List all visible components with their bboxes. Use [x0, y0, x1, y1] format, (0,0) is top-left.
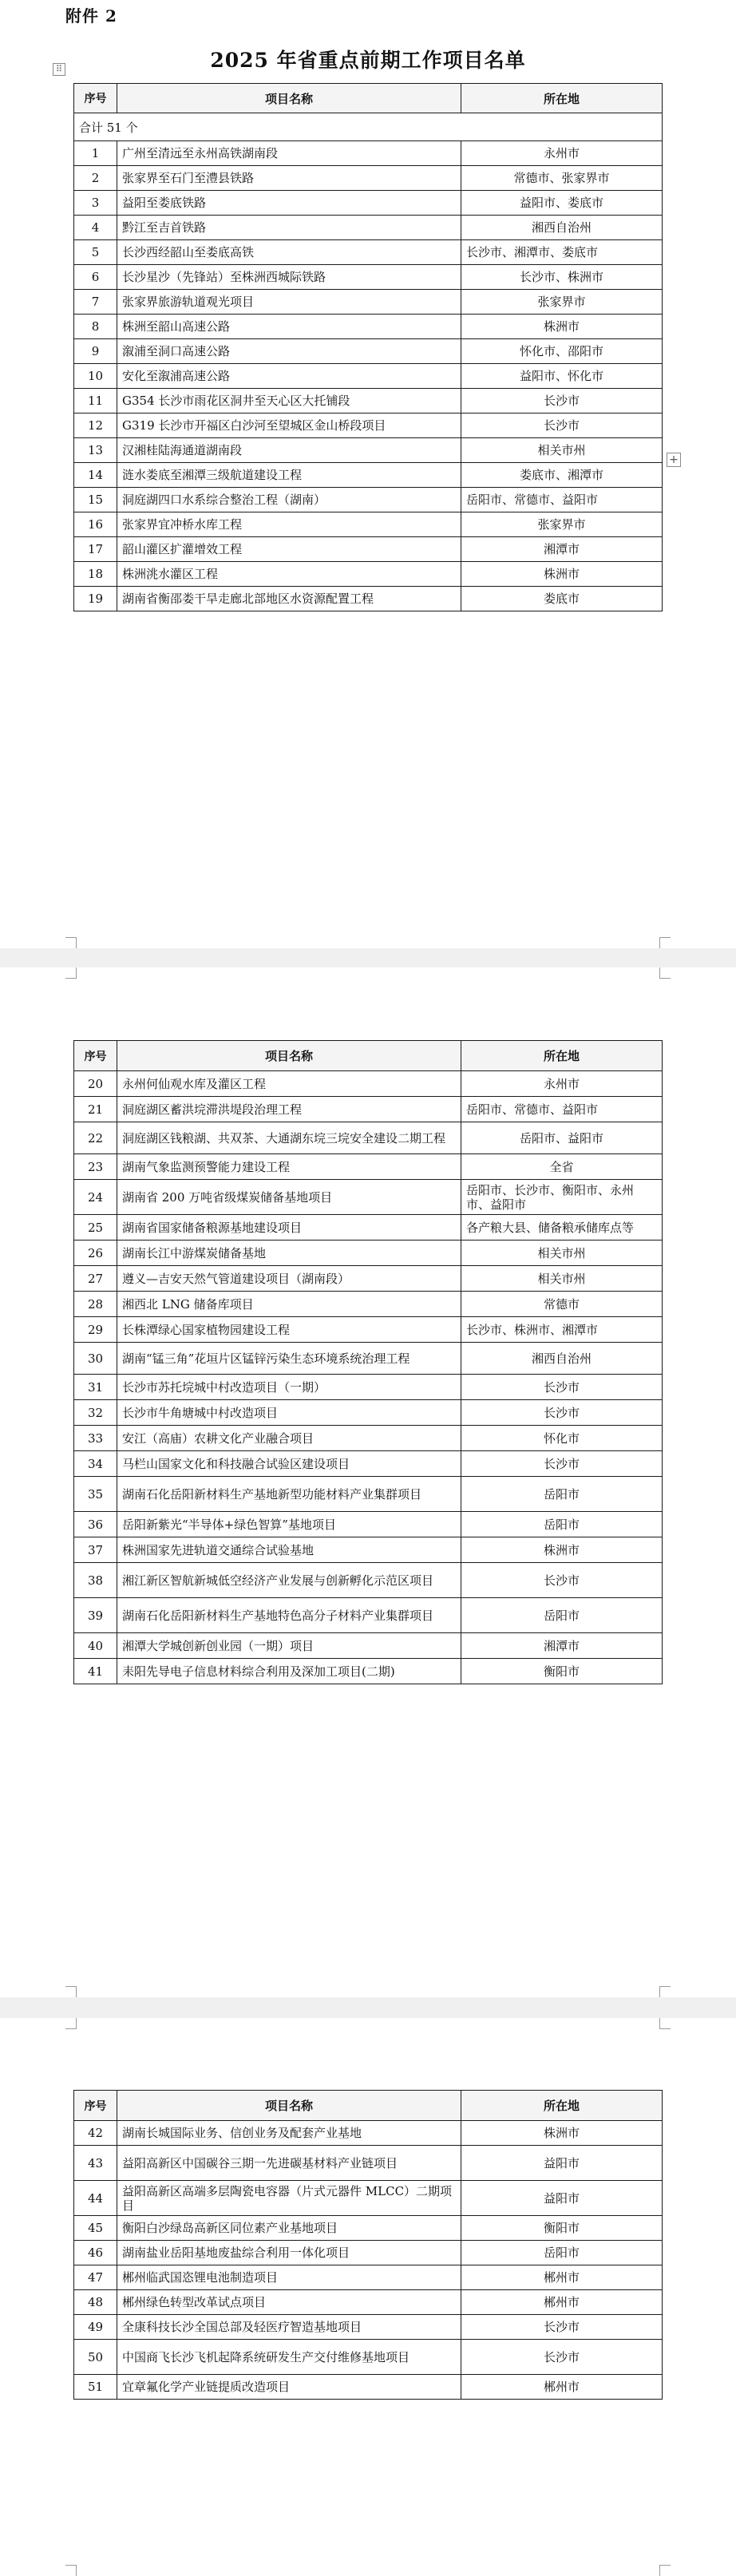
- table-row: [74, 1633, 663, 1659]
- document-page-3: [0, 2018, 736, 2576]
- row-no: 38: [74, 1563, 117, 1598]
- table-row: [74, 1317, 663, 1343]
- row-name: 株洲洮水灌区工程: [117, 562, 461, 587]
- table-row: [74, 1266, 663, 1292]
- row-location: 张家界市: [461, 290, 663, 315]
- row-name: 张家界至石门至澧县铁路: [117, 166, 461, 191]
- row-name: 涟水娄底至湘潭三级航道建设工程: [117, 463, 461, 488]
- row-location: 相关市州: [461, 1241, 663, 1266]
- row-name: 长沙市牛角塘城中村改造项目: [117, 1400, 461, 1426]
- row-location: 相关市州: [461, 1266, 663, 1292]
- row-location: 湘潭市: [461, 537, 663, 562]
- table-row: [74, 587, 663, 611]
- table-row: [74, 240, 663, 265]
- row-name: 汉湘桂陆海通道湖南段: [117, 438, 461, 463]
- row-name: 益阳高新区高端多层陶瓷电容器（片式元器件 MLCC）二期项目: [117, 2181, 461, 2216]
- table-header-row: [74, 2091, 663, 2121]
- row-name: 安化至溆浦高速公路: [117, 364, 461, 389]
- row-location: 株洲市: [461, 562, 663, 587]
- header-name: 项目名称: [117, 84, 461, 113]
- row-no: 42: [74, 2121, 117, 2146]
- row-no: 31: [74, 1375, 117, 1400]
- header-location: 所在地: [461, 84, 663, 113]
- row-no: 22: [74, 1122, 117, 1154]
- total-count: 合计 51 个: [74, 113, 663, 141]
- row-name: 益阳至娄底铁路: [117, 191, 461, 216]
- header-no: 序号: [74, 2091, 117, 2121]
- project-table-part-2: [73, 1040, 663, 1684]
- row-name: 益阳高新区中国碳谷三期一先进碳基材料产业链项目: [117, 2146, 461, 2181]
- table-row: [74, 2290, 663, 2315]
- row-name: 耒阳先导电子信息材料综合利用及深加工项目(二期): [117, 1659, 461, 1684]
- row-location: 各产粮大县、储备粮承储库点等: [461, 1215, 663, 1241]
- row-location: 岳阳市: [461, 1598, 663, 1633]
- table-row: [74, 265, 663, 290]
- row-name: 湖南气象监测预警能力建设工程: [117, 1154, 461, 1180]
- row-location: 岳阳市、长沙市、衡阳市、永州市、益阳市: [461, 1180, 663, 1215]
- row-no: 20: [74, 1071, 117, 1097]
- row-no: 17: [74, 537, 117, 562]
- row-name: 长沙星沙（先锋站）至株洲西城际铁路: [117, 265, 461, 290]
- row-location: 湘西自治州: [461, 216, 663, 240]
- row-no: 47: [74, 2265, 117, 2290]
- row-location: 岳阳市、常德市、益阳市: [461, 488, 663, 512]
- row-no: 9: [74, 339, 117, 364]
- row-no: 21: [74, 1097, 117, 1122]
- row-name: 洞庭湖区钱粮湖、共双茶、大通湖东垸三垸安全建设二期工程: [117, 1122, 461, 1154]
- row-no: 41: [74, 1659, 117, 1684]
- row-name: 广州至清远至永州高铁湖南段: [117, 141, 461, 166]
- table-row: [74, 537, 663, 562]
- document-page-2: [0, 967, 736, 1997]
- row-no: 10: [74, 364, 117, 389]
- table-header-row: [74, 84, 663, 113]
- table-row: [74, 2181, 663, 2216]
- row-name: G354 长沙市雨花区洞井至天心区大托铺段: [117, 389, 461, 414]
- row-no: 29: [74, 1317, 117, 1343]
- row-no: 7: [74, 290, 117, 315]
- row-name: 湖南石化岳阳新材料生产基地新型功能材料产业集群项目: [117, 1477, 461, 1512]
- row-location: 长沙市: [461, 1451, 663, 1477]
- row-location: 娄底市: [461, 587, 663, 611]
- row-name: 长沙市苏托垸城中村改造项目（一期）: [117, 1375, 461, 1400]
- row-name: 全康科技长沙全国总部及轻医疗智造基地项目: [117, 2315, 461, 2340]
- row-no: 34: [74, 1451, 117, 1477]
- row-name: 黔江至吉首铁路: [117, 216, 461, 240]
- project-table-part-1: [73, 83, 663, 611]
- row-name: 湖南石化岳阳新材料生产基地特色高分子材料产业集群项目: [117, 1598, 461, 1633]
- row-name: 湖南省国家储备粮源基地建设项目: [117, 1215, 461, 1241]
- row-location: 株洲市: [461, 315, 663, 339]
- table-row: [74, 562, 663, 587]
- row-location: 岳阳市: [461, 2241, 663, 2265]
- row-location: 郴州市: [461, 2375, 663, 2400]
- row-name: 郴州临武国恣锂电池制造项目: [117, 2265, 461, 2290]
- row-location: 长沙市: [461, 389, 663, 414]
- row-name: 岳阳新紫光“半导体+绿色智算”基地项目: [117, 1512, 461, 1537]
- row-no: 30: [74, 1343, 117, 1375]
- row-location: 湘潭市: [461, 1633, 663, 1659]
- row-location: 怀化市、邵阳市: [461, 339, 663, 364]
- row-location: 岳阳市: [461, 1512, 663, 1537]
- table-row: [74, 1477, 663, 1512]
- row-no: 37: [74, 1537, 117, 1563]
- table-row: [74, 512, 663, 537]
- row-location: 长沙市: [461, 1563, 663, 1598]
- row-no: 25: [74, 1215, 117, 1241]
- table-row: [74, 2340, 663, 2375]
- row-no: 24: [74, 1180, 117, 1215]
- row-name: 郴州绿色转型改革试点项目: [117, 2290, 461, 2315]
- header-location: 所在地: [461, 1041, 663, 1071]
- table-row: [74, 488, 663, 512]
- row-name: 湖南长江中游煤炭储备基地: [117, 1241, 461, 1266]
- row-no: 36: [74, 1512, 117, 1537]
- row-location: 益阳市、娄底市: [461, 191, 663, 216]
- row-name: 洞庭湖四口水系综合整治工程（湖南）: [117, 488, 461, 512]
- row-name: 株洲国家先进轨道交通综合试验基地: [117, 1537, 461, 1563]
- row-no: 35: [74, 1477, 117, 1512]
- row-no: 33: [74, 1426, 117, 1451]
- row-name: G319 长沙市开福区白沙河至望城区金山桥段项目: [117, 414, 461, 438]
- row-location: 岳阳市、常德市、益阳市: [461, 1097, 663, 1122]
- table-row: [74, 1292, 663, 1317]
- row-no: 16: [74, 512, 117, 537]
- table-row: [74, 1426, 663, 1451]
- row-no: 5: [74, 240, 117, 265]
- row-location: 怀化市: [461, 1426, 663, 1451]
- row-name: 溆浦至洞口高速公路: [117, 339, 461, 364]
- row-location: 长沙市: [461, 2315, 663, 2340]
- row-name: 湖南盐业岳阳基地废盐综合利用一体化项目: [117, 2241, 461, 2265]
- header-name: 项目名称: [117, 1041, 461, 1071]
- table-row: [74, 1598, 663, 1633]
- row-no: 49: [74, 2315, 117, 2340]
- row-location: 郴州市: [461, 2265, 663, 2290]
- header-name: 项目名称: [117, 2091, 461, 2121]
- table-row: [74, 1375, 663, 1400]
- table-row: [74, 1241, 663, 1266]
- table-row: [74, 2216, 663, 2241]
- row-location: 相关市州: [461, 438, 663, 463]
- row-location: 衡阳市: [461, 1659, 663, 1684]
- row-name: 张家界宜冲桥水库工程: [117, 512, 461, 537]
- attachment-label: 附件 2: [65, 6, 117, 26]
- row-no: 14: [74, 463, 117, 488]
- row-no: 1: [74, 141, 117, 166]
- row-no: 26: [74, 1241, 117, 1266]
- row-no: 12: [74, 414, 117, 438]
- row-no: 32: [74, 1400, 117, 1426]
- table-row: [74, 1154, 663, 1180]
- table-row: [74, 2121, 663, 2146]
- row-no: 13: [74, 438, 117, 463]
- row-name: 衡阳白沙绿岛高新区同位素产业基地项目: [117, 2216, 461, 2241]
- table-row: [74, 463, 663, 488]
- row-name: 湖南长城国际业务、信创业务及配套产业基地: [117, 2121, 461, 2146]
- page-gap: [0, 1997, 736, 2018]
- document-page-1: [0, 0, 736, 948]
- table-row: [74, 1451, 663, 1477]
- table-row: [74, 389, 663, 414]
- row-location: 长沙市、湘潭市、娄底市: [461, 240, 663, 265]
- row-no: 4: [74, 216, 117, 240]
- table-row: [74, 1215, 663, 1241]
- table-header-row: [74, 1041, 663, 1071]
- table-row: [74, 1097, 663, 1122]
- row-name: 遵义—吉安天然气管道建设项目（湖南段）: [117, 1266, 461, 1292]
- row-name: 长株潭绿心国家植物园建设工程: [117, 1317, 461, 1343]
- row-no: 6: [74, 265, 117, 290]
- row-location: 岳阳市: [461, 1477, 663, 1512]
- row-name: 洞庭湖区蓄洪垸滞洪堤段治理工程: [117, 1097, 461, 1122]
- row-no: 18: [74, 562, 117, 587]
- row-location: 湘西自治州: [461, 1343, 663, 1375]
- table-row: [74, 339, 663, 364]
- row-location: 益阳市: [461, 2146, 663, 2181]
- table-row: [74, 1512, 663, 1537]
- row-no: 8: [74, 315, 117, 339]
- row-no: 11: [74, 389, 117, 414]
- row-location: 常德市、张家界市: [461, 166, 663, 191]
- row-name: 湘江新区智航新城低空经济产业发展与创新孵化示范区项目: [117, 1563, 461, 1598]
- row-no: 46: [74, 2241, 117, 2265]
- table-row: [74, 1343, 663, 1375]
- row-name: 永州何仙观水库及灌区工程: [117, 1071, 461, 1097]
- row-location: 衡阳市: [461, 2216, 663, 2241]
- row-name: 湖南省 200 万吨省级煤炭储备基地项目: [117, 1180, 461, 1215]
- row-name: 宜章氟化学产业链提质改造项目: [117, 2375, 461, 2400]
- table-row: [74, 141, 663, 166]
- row-name: 马栏山国家文化和科技融合试验区建设项目: [117, 1451, 461, 1477]
- row-location: 岳阳市、益阳市: [461, 1122, 663, 1154]
- page-gap: [0, 948, 736, 967]
- table-row: [74, 1400, 663, 1426]
- row-location: 永州市: [461, 1071, 663, 1097]
- row-no: 50: [74, 2340, 117, 2375]
- table-row: [74, 1659, 663, 1684]
- row-location: 株洲市: [461, 2121, 663, 2146]
- row-location: 永州市: [461, 141, 663, 166]
- project-table-part-3: [73, 2090, 663, 2400]
- table-row: [74, 2241, 663, 2265]
- row-location: 株洲市: [461, 1537, 663, 1563]
- table-row: [74, 2315, 663, 2340]
- row-name: 长沙西经韶山至娄底高铁: [117, 240, 461, 265]
- row-location: 全省: [461, 1154, 663, 1180]
- table-row: [74, 1537, 663, 1563]
- row-location: 长沙市: [461, 2340, 663, 2375]
- row-name: 张家界旅游轨道观光项目: [117, 290, 461, 315]
- row-location: 郴州市: [461, 2290, 663, 2315]
- row-location: 长沙市: [461, 414, 663, 438]
- table-row: [74, 414, 663, 438]
- table-row: [74, 1563, 663, 1598]
- table-row: [74, 1122, 663, 1154]
- row-no: 45: [74, 2216, 117, 2241]
- row-no: 2: [74, 166, 117, 191]
- table-row: [74, 290, 663, 315]
- document-title: 2025 年省重点前期工作项目名单: [210, 49, 526, 72]
- header-no: 序号: [74, 84, 117, 113]
- row-no: 27: [74, 1266, 117, 1292]
- table-row: [74, 2375, 663, 2400]
- row-name: 株洲至韶山高速公路: [117, 315, 461, 339]
- table-row: [74, 191, 663, 216]
- row-no: 23: [74, 1154, 117, 1180]
- row-location: 长沙市: [461, 1375, 663, 1400]
- table-row: [74, 2146, 663, 2181]
- row-no: 15: [74, 488, 117, 512]
- row-no: 48: [74, 2290, 117, 2315]
- row-no: 51: [74, 2375, 117, 2400]
- row-no: 28: [74, 1292, 117, 1317]
- table-row: [74, 1180, 663, 1215]
- row-no: 3: [74, 191, 117, 216]
- move-handle-icon[interactable]: ⠿: [53, 63, 65, 76]
- row-name: 安江（高庙）农耕文化产业融合项目: [117, 1426, 461, 1451]
- row-location: 张家界市: [461, 512, 663, 537]
- row-location: 娄底市、湘潭市: [461, 463, 663, 488]
- row-name: 湘潭大学城创新创业园（一期）项目: [117, 1633, 461, 1659]
- row-name: 湘西北 LNG 储备库项目: [117, 1292, 461, 1317]
- table-row: [74, 2265, 663, 2290]
- row-name: 中国商飞长沙飞机起降系统研发生产交付维修基地项目: [117, 2340, 461, 2375]
- row-no: 44: [74, 2181, 117, 2216]
- row-no: 40: [74, 1633, 117, 1659]
- table-row: [74, 364, 663, 389]
- header-no: 序号: [74, 1041, 117, 1071]
- row-no: 39: [74, 1598, 117, 1633]
- row-name: 湖南省衡邵娄干旱走廊北部地区水资源配置工程: [117, 587, 461, 611]
- table-row: [74, 1071, 663, 1097]
- row-location: 益阳市: [461, 2181, 663, 2216]
- table-row: [74, 216, 663, 240]
- row-location: 益阳市、怀化市: [461, 364, 663, 389]
- row-no: 19: [74, 587, 117, 611]
- table-row: [74, 166, 663, 191]
- table-row: [74, 438, 663, 463]
- row-no: 43: [74, 2146, 117, 2181]
- header-location: 所在地: [461, 2091, 663, 2121]
- plus-icon[interactable]: +: [667, 453, 681, 467]
- row-name: 韶山灌区扩灌增效工程: [117, 537, 461, 562]
- row-location: 常德市: [461, 1292, 663, 1317]
- row-location: 长沙市、株洲市: [461, 265, 663, 290]
- row-location: 长沙市: [461, 1400, 663, 1426]
- row-location: 长沙市、株洲市、湘潭市: [461, 1317, 663, 1343]
- row-name: 湖南“锰三角”花垣片区锰锌污染生态环境系统治理工程: [117, 1343, 461, 1375]
- table-row: [74, 315, 663, 339]
